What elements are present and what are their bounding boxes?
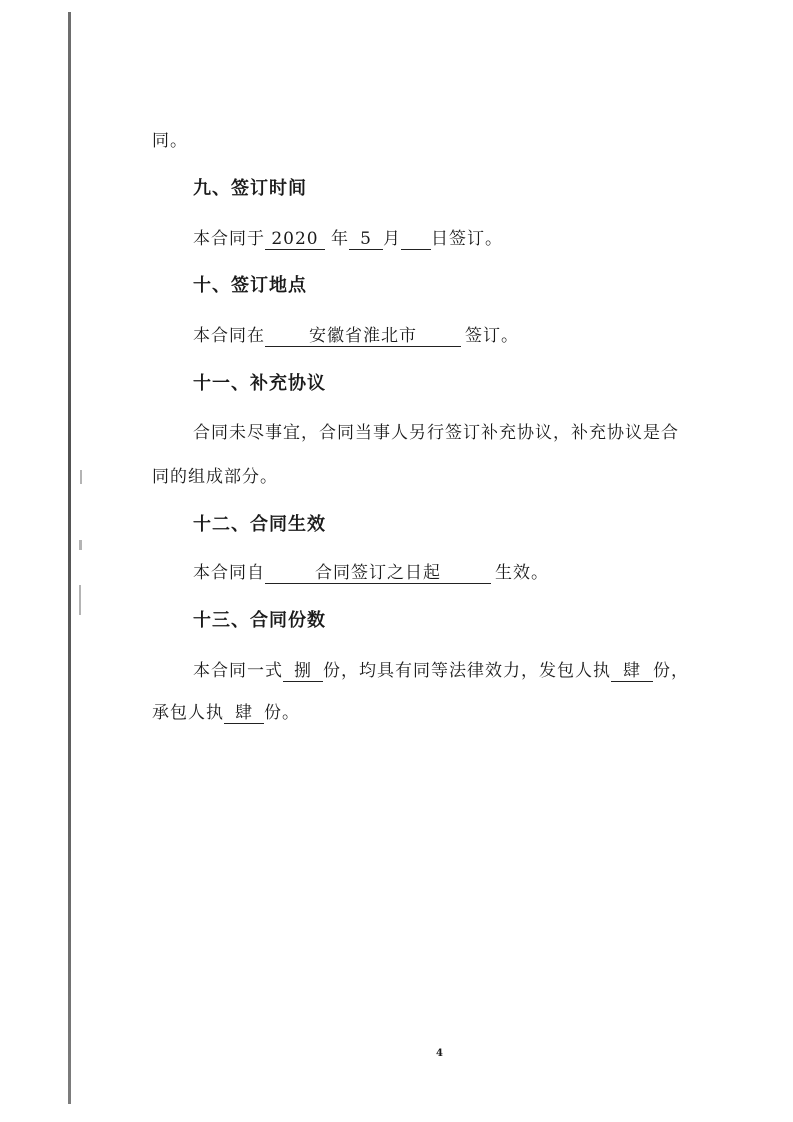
copies-total-field: 捌 bbox=[283, 662, 323, 682]
contractor-copies-suffix: 份。 bbox=[264, 703, 300, 723]
contractor-copies-prefix: 承包人执 bbox=[152, 703, 224, 723]
copies-middle: 份，均具有同等法律效力，发包人执 bbox=[323, 661, 611, 681]
copies-line2 bbox=[152, 698, 300, 724]
signing-date-line bbox=[193, 224, 503, 250]
contract-effect-line bbox=[193, 558, 549, 584]
copies-prefix: 本合同一式 bbox=[193, 661, 283, 681]
supplementary-text-line2: 同的组成部分。 bbox=[152, 467, 278, 487]
section-heading-signing-time: 九、签订时间 bbox=[193, 178, 307, 199]
signing-year-field: 2020 bbox=[265, 230, 325, 250]
page-number: 4 bbox=[436, 1048, 443, 1059]
contract-effect-prefix: 本合同自 bbox=[193, 563, 265, 583]
contractor-copies-field: 肆 bbox=[224, 704, 264, 724]
signing-day-field bbox=[401, 230, 431, 250]
month-unit: 月 bbox=[383, 229, 401, 249]
signing-place-suffix: 签订。 bbox=[465, 326, 519, 346]
copies-mid-suffix: 份， bbox=[653, 661, 689, 681]
signing-place-prefix: 本合同在 bbox=[193, 326, 265, 346]
supplementary-text-line1: 合同未尽事宜，合同当事人另行签订补充协议，补充协议是合 bbox=[193, 423, 679, 443]
section-heading-signing-place: 十、签订地点 bbox=[193, 275, 307, 296]
contract-effect-field: 合同签订之日起 bbox=[265, 564, 491, 584]
signing-month-field: 5 bbox=[349, 230, 383, 250]
section-heading-supplementary-agreement: 十一、补充协议 bbox=[193, 373, 326, 394]
copies-line1 bbox=[193, 656, 689, 682]
employer-copies-field: 肆 bbox=[611, 662, 653, 682]
signing-place-line bbox=[193, 321, 519, 347]
signing-date-suffix: 日签订。 bbox=[431, 229, 503, 249]
contract-effect-suffix: 生效。 bbox=[495, 563, 549, 583]
continuation-text: 同。 bbox=[152, 131, 188, 151]
signing-place-field: 安徽省淮北市 bbox=[265, 327, 461, 347]
section-heading-copies: 十三、合同份数 bbox=[193, 610, 326, 631]
section-heading-contract-effect: 十二、合同生效 bbox=[193, 514, 326, 535]
signing-date-prefix: 本合同于 bbox=[193, 229, 265, 249]
year-unit: 年 bbox=[331, 229, 349, 249]
